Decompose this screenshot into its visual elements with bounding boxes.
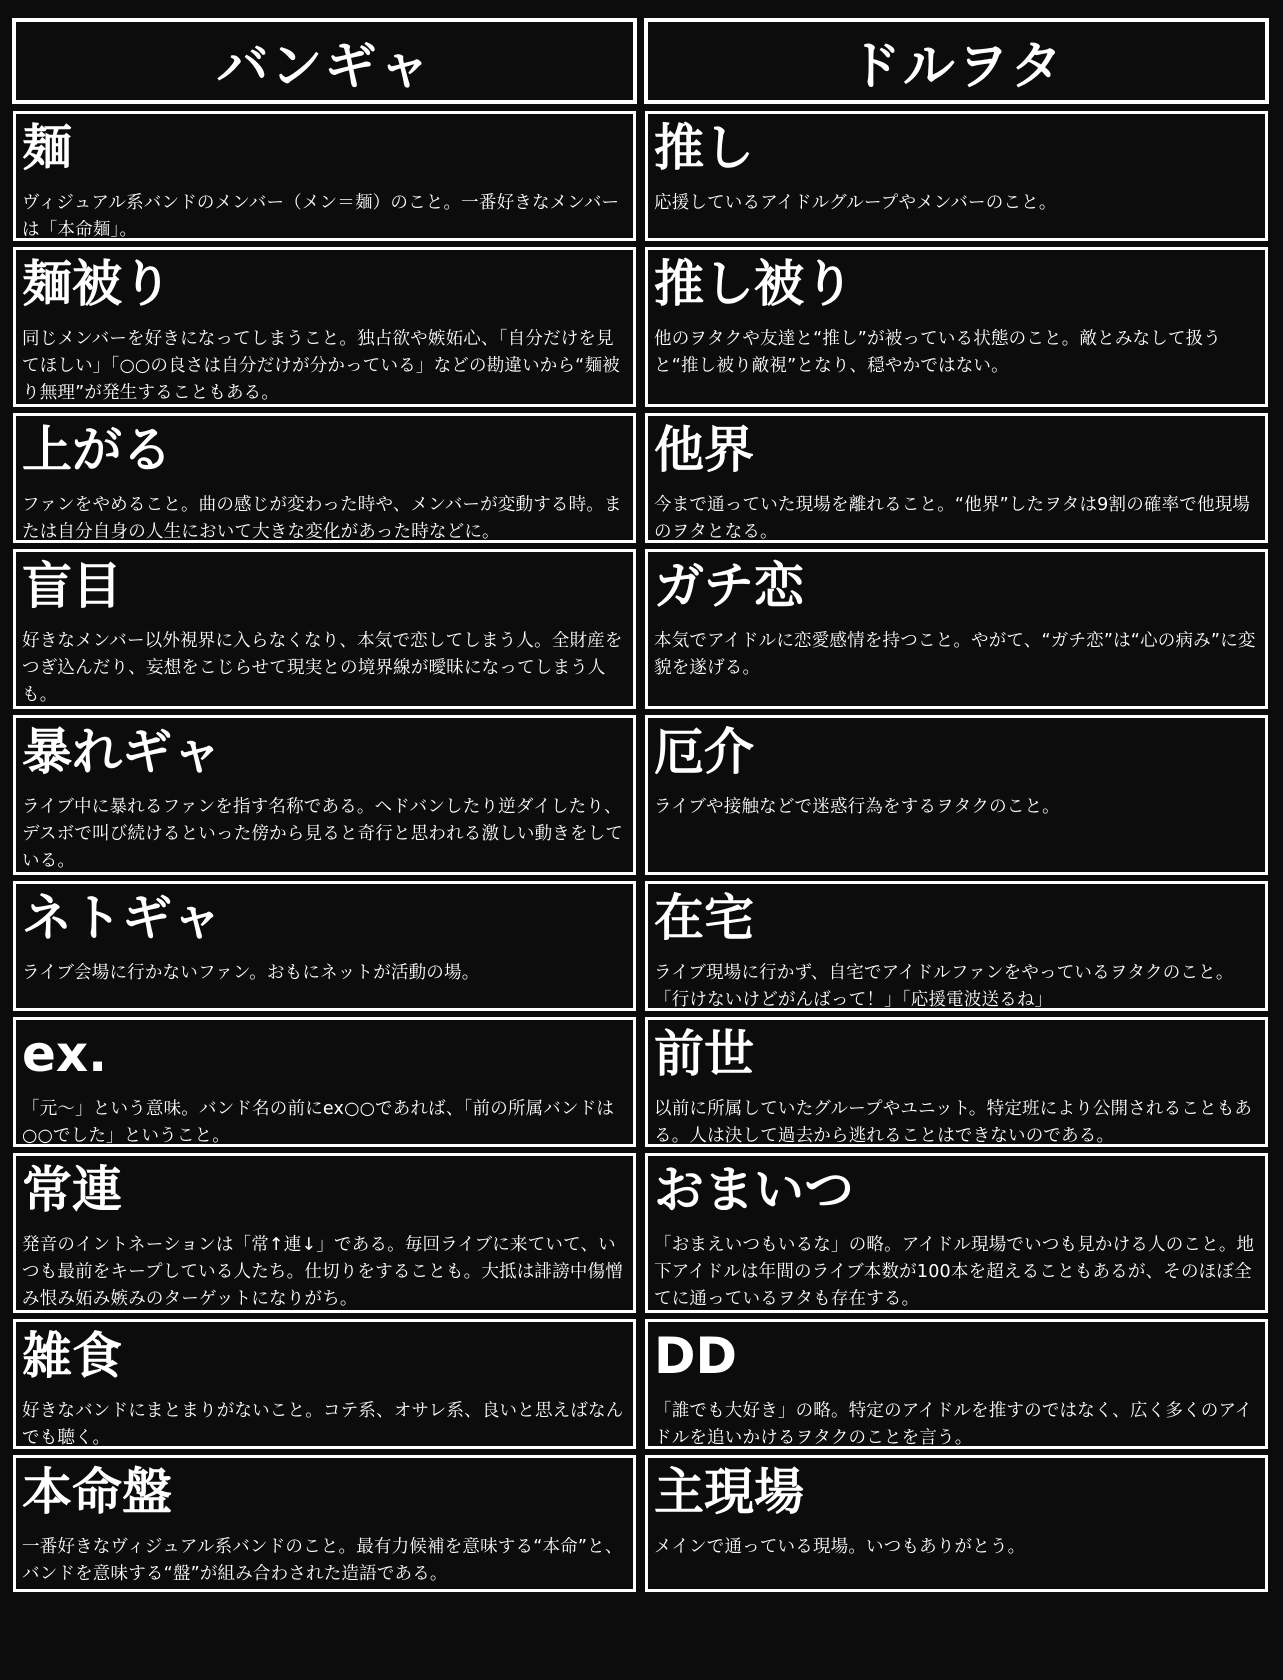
term-description: ライブ現場に行かず、自宅でアイドルファンをやっているヲタクのこと。「行けないけどがんばって！」「応援電波送るね」 <box>654 963 1234 1010</box>
term-cell-right <box>645 715 1268 875</box>
term-heading: 厄介 <box>654 723 754 781</box>
term-cell-left <box>13 715 636 875</box>
column-header-right: ドルヲタ <box>645 19 1268 103</box>
term-heading: 推し被り <box>654 255 854 313</box>
term-heading: 麺 <box>22 119 72 177</box>
term-heading: 在宅 <box>654 889 754 947</box>
term-description: 本気でアイドルに恋愛感情を持つこと。やがて、“ガチ恋”は“心の病み”に変貌を遂げる。 <box>654 631 1256 678</box>
term-cell-right <box>645 549 1268 709</box>
column-header-left: バンギャ <box>13 19 636 103</box>
term-cell-left <box>13 247 636 407</box>
term-description: 今まで通っていた現場を離れること。“他界”したヲタは9割の確率で他現場のヲタとなる。 <box>654 495 1251 542</box>
term-cell-left <box>13 1455 636 1592</box>
comparison-table <box>13 19 1268 1598</box>
term-cell-left <box>13 413 636 543</box>
term-heading: 盲目 <box>22 557 122 615</box>
term-heading: 常連 <box>22 1161 122 1219</box>
term-cell-left <box>13 1319 636 1449</box>
term-heading: 前世 <box>654 1025 754 1083</box>
term-cell-right <box>645 1017 1268 1147</box>
term-description: 「元～」という意味。バンド名の前にex○○であれば、「前の所属バンドは○○でした」ということ。 <box>22 1099 615 1146</box>
term-cell-right <box>645 111 1268 241</box>
term-description: 以前に所属していたグループやユニット。特定班により公開されることもある。人は決して過去から逃れることはできないのである。 <box>654 1099 1253 1146</box>
term-description: 同じメンバーを好きになってしまうこと。独占欲や嫉妬心、「自分だけを見てほしい」「○○の良さは自分だけが分かっている」などの勘違いから“麺被り無理”が発生することもある。 <box>22 329 620 403</box>
term-description: 好きなバンドにまとまりがないこと。コテ系、オサレ系、良いと思えばなんでも聴く。 <box>22 1401 624 1448</box>
term-cell-right <box>645 247 1268 407</box>
term-heading: 主現場 <box>654 1463 804 1521</box>
term-description: 発音のイントネーションは「常↑連↓」である。毎回ライブに来ていて、いつも最前をキープしている人たち。仕切りをすることも。大抵は誹謗中傷憎み恨み妬み嫉みのターゲットになりがち。 <box>22 1235 623 1309</box>
term-description: 一番好きなヴィジュアル系バンドのこと。最有力候補を意味する“本命”と、バンドを意味する“盤”が組み合わされた造語である。 <box>22 1537 623 1584</box>
term-cell-left <box>13 111 636 241</box>
term-description: 他のヲタクや友達と“推し”が被っている状態のこと。敵とみなして扱うと“推し被り敵視”となり、穏やかではない。 <box>654 329 1222 376</box>
term-description: 「誰でも大好き」の略。特定のアイドルを推すのではなく、広く多くのアイドルを追いかけるヲタクのことを言う。 <box>654 1401 1253 1448</box>
term-cell-right <box>645 1319 1268 1449</box>
term-heading: DD <box>654 1327 738 1385</box>
term-description: メインで通っている現場。いつもありがとう。 <box>654 1537 1026 1557</box>
term-description: ファンをやめること。曲の感じが変わった時や、メンバーが変動する時。または自分自身の人生において大きな変化があった時などに。 <box>22 495 622 542</box>
term-description: ライブ会場に行かないファン。おもにネットが活動の場。 <box>22 963 480 983</box>
term-heading: 推し <box>654 119 754 177</box>
term-heading: 暴れギャ <box>22 723 222 781</box>
term-heading: おまいつ <box>654 1161 854 1219</box>
term-description: 応援しているアイドルグループやメンバーのこと。 <box>654 193 1057 213</box>
term-cell-right <box>645 413 1268 543</box>
term-heading: 本命盤 <box>22 1463 172 1521</box>
term-heading: 麺被り <box>22 255 172 313</box>
term-description: 「おまえいつもいるな」の略。アイドル現場でいつも見かける人のこと。地下アイドルは年間のライブ本数が100本を超えることもあるが、そのほぼ全てに通っているヲタも存在する。 <box>654 1235 1255 1309</box>
term-heading: 他界 <box>654 421 754 479</box>
term-cell-left <box>13 1153 636 1313</box>
term-description: ヴィジュアル系バンドのメンバー（メン＝麺）のこと。一番好きなメンバーは「本命麺」。 <box>22 193 620 240</box>
term-heading: ガチ恋 <box>654 557 804 615</box>
term-description: 好きなメンバー以外視界に入らなくなり、本気で恋してしまう人。全財産をつぎ込んだり、妄想をこじらせて現実との境界線が曖昧になってしまう人も。 <box>22 631 623 705</box>
term-heading: ex. <box>22 1025 108 1083</box>
term-cell-left <box>13 1017 636 1147</box>
term-description: ライブ中に暴れるファンを指す名称である。ヘドバンしたり逆ダイしたり、デスボで叫び続けるといった傍から見ると奇行と思われる激しい動きをしている。 <box>22 797 624 871</box>
term-heading: ネトギャ <box>22 889 222 947</box>
term-cell-right <box>645 881 1268 1011</box>
term-cell-right <box>645 1153 1268 1313</box>
term-description: ライブや接触などで迷惑行為をするヲタクのこと。 <box>654 797 1060 817</box>
term-cell-left <box>13 549 636 709</box>
term-cell-left <box>13 881 636 1011</box>
term-cell-right <box>645 1455 1268 1592</box>
term-heading: 上がる <box>22 421 172 479</box>
term-heading: 雑食 <box>22 1327 122 1385</box>
